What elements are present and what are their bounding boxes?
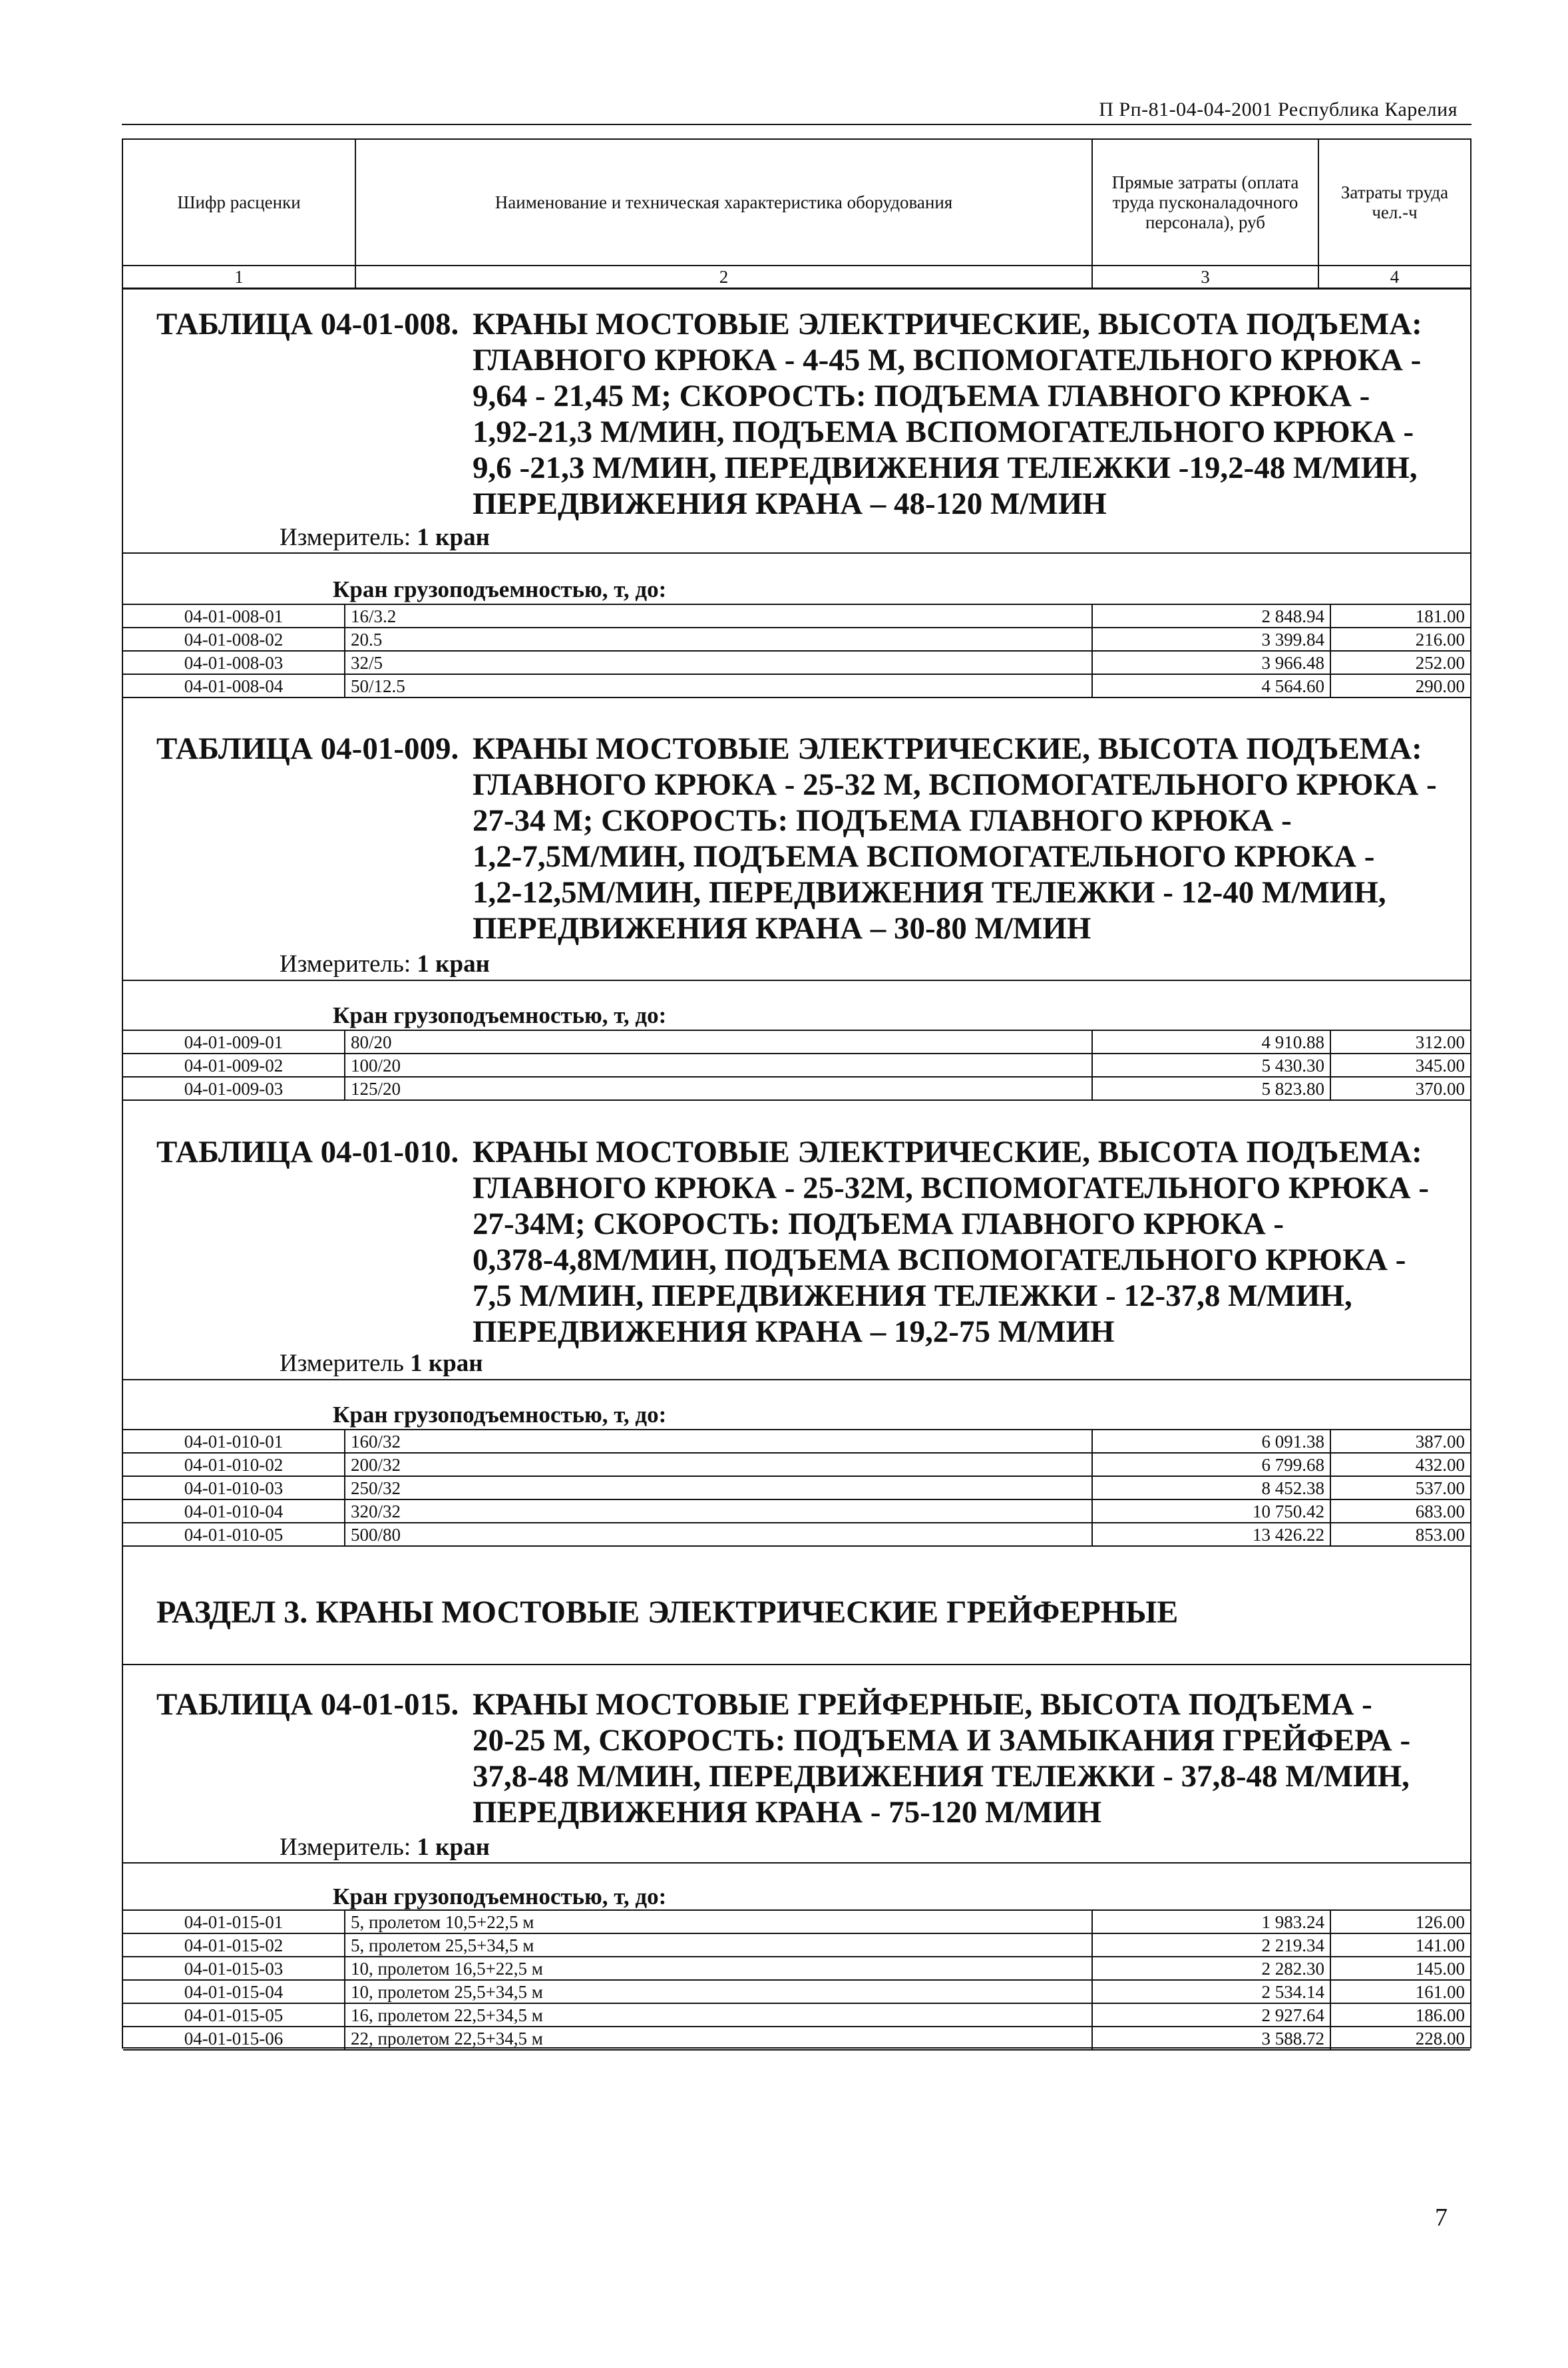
row-name: 500/80	[345, 1523, 1092, 1546]
row-labor: 387.00	[1330, 1430, 1470, 1453]
row-cost: 6 091.38	[1092, 1430, 1330, 1453]
title-line: ГЛАВНОГО КРЮКА - 25-32М, ВСПОМОГАТЕЛЬНОГО КРЮКА -	[473, 1171, 1430, 1205]
row-name: 125/20	[345, 1077, 1092, 1100]
row-code: 04-01-010-04	[123, 1499, 345, 1523]
measure-unit	[280, 950, 490, 978]
measure-unit	[280, 1834, 490, 1862]
title-line: ПЕРЕДВИЖЕНИЯ КРАНА – 30-80 М/МИН	[473, 911, 1091, 946]
rows-table-010	[123, 1429, 1470, 1547]
row-name: 200/32	[345, 1453, 1092, 1476]
row-name: 160/32	[345, 1430, 1092, 1453]
title-line: 1,92-21,3 М/МИН, ПОДЪЕМА ВСПОМОГАТЕЛЬНОГО КРЮКА -	[473, 415, 1414, 449]
table-row	[123, 1957, 1470, 1980]
title-line: 9,64 - 21,45 М; СКОРОСТЬ: ПОДЪЕМА ГЛАВНОГО КРЮКА -	[473, 379, 1370, 413]
row-name: 22, пролетом 22,5+34,5 м	[345, 2027, 1092, 2050]
row-code: 04-01-015-04	[123, 1980, 345, 2003]
title-line: ПЕРЕДВИЖЕНИЯ КРАНА – 19,2-75 М/МИН	[473, 1314, 1115, 1349]
col-number: 3	[1092, 266, 1318, 289]
table-row	[123, 1499, 1470, 1523]
row-name: 100/20	[345, 1054, 1092, 1077]
row-labor: 432.00	[1330, 1453, 1470, 1476]
measure-unit	[280, 524, 490, 552]
row-code: 04-01-015-01	[123, 1910, 345, 1933]
table-row	[123, 1476, 1470, 1499]
table-row	[123, 651, 1470, 674]
title-line: 27-34 М; СКОРОСТЬ: ПОДЪЕМА ГЛАВНОГО КРЮКА -	[473, 803, 1292, 838]
measure-unit	[280, 1350, 483, 1378]
row-code: 04-01-008-02	[123, 628, 345, 651]
column-header-table	[123, 140, 1470, 290]
row-labor: 141.00	[1330, 1933, 1470, 1957]
title-line: КРАНЫ МОСТОВЫЕ ЭЛЕКТРИЧЕСКИЕ, ВЫСОТА ПОДЪЕМА:	[473, 731, 1422, 766]
col-header-direct-costs: Прямые затраты (оплата труда пусконаладочного персонала), руб	[1092, 140, 1318, 266]
row-code: 04-01-010-05	[123, 1523, 345, 1546]
row-labor: 370.00	[1330, 1077, 1470, 1100]
row-code: 04-01-008-01	[123, 604, 345, 628]
row-code: 04-01-010-02	[123, 1453, 345, 1476]
col-number: 4	[1318, 266, 1470, 289]
capacity-caption: Кран грузоподъемностью, т, до:	[333, 1402, 667, 1428]
row-cost: 5 430.30	[1092, 1054, 1330, 1077]
table-row	[123, 1030, 1470, 1054]
row-labor: 126.00	[1330, 1910, 1470, 1933]
measure-value: 1 кран	[410, 1350, 483, 1377]
capacity-caption: Кран грузоподъемностью, т, до:	[333, 576, 667, 602]
row-code: 04-01-008-04	[123, 674, 345, 697]
row-code: 04-01-015-03	[123, 1957, 345, 1980]
row-code: 04-01-008-03	[123, 651, 345, 674]
row-cost: 2 534.14	[1092, 1980, 1330, 2003]
table-row	[123, 2027, 1470, 2050]
row-code: 04-01-010-01	[123, 1430, 345, 1453]
title-line: 1,2-12,5М/МИН, ПЕРЕДВИЖЕНИЯ ТЕЛЕЖКИ - 12-40 М/МИН,	[473, 875, 1386, 910]
table-label: ТАБЛИЦА 04-01-010.	[156, 1135, 459, 1169]
section-heading: РАЗДЕЛ 3. КРАНЫ МОСТОВЫЕ ЭЛЕКТРИЧЕСКИЕ ГРЕЙФЕРНЫЕ	[156, 1595, 1179, 1630]
price-table-frame	[122, 138, 1471, 2049]
table-title-008	[156, 306, 1541, 522]
row-labor: 145.00	[1330, 1957, 1470, 1980]
table-row	[123, 1523, 1470, 1546]
row-name: 250/32	[345, 1476, 1092, 1499]
row-cost: 3 966.48	[1092, 651, 1330, 674]
rows-table-009	[123, 1030, 1470, 1101]
document-header: П Рп-81-04-04-2001 Республика Карелия	[1099, 99, 1458, 120]
row-name: 16/3.2	[345, 604, 1092, 628]
row-name: 32/5	[345, 651, 1092, 674]
col-number: 2	[355, 266, 1092, 289]
table-title-009	[156, 731, 1541, 946]
row-name: 5, пролетом 25,5+34,5 м	[345, 1933, 1092, 1957]
row-code: 04-01-009-02	[123, 1054, 345, 1077]
row-cost: 5 823.80	[1092, 1077, 1330, 1100]
title-line: КРАНЫ МОСТОВЫЕ ГРЕЙФЕРНЫЕ, ВЫСОТА ПОДЪЕМА -	[473, 1687, 1372, 1722]
table-label: ТАБЛИЦА 04-01-009.	[156, 731, 459, 766]
table-row	[123, 1933, 1470, 1957]
row-cost: 2 219.34	[1092, 1933, 1330, 1957]
table-row	[123, 1910, 1470, 1933]
row-name: 80/20	[345, 1030, 1092, 1054]
table-row	[123, 1077, 1470, 1100]
row-cost: 2 282.30	[1092, 1957, 1330, 1980]
title-line: 0,378-4,8М/МИН, ПОДЪЕМА ВСПОМОГАТЕЛЬНОГО КРЮКА -	[473, 1243, 1406, 1277]
row-code: 04-01-009-01	[123, 1030, 345, 1054]
table-row	[123, 1054, 1470, 1077]
row-code: 04-01-009-03	[123, 1077, 345, 1100]
row-labor: 537.00	[1330, 1476, 1470, 1499]
table-title-010	[156, 1134, 1541, 1350]
row-labor: 683.00	[1330, 1499, 1470, 1523]
divider	[123, 1379, 1470, 1380]
row-labor: 290.00	[1330, 674, 1470, 697]
row-cost: 1 983.24	[1092, 1910, 1330, 1933]
row-cost: 2 927.64	[1092, 2003, 1330, 2027]
row-name: 320/32	[345, 1499, 1092, 1523]
row-cost: 6 799.68	[1092, 1453, 1330, 1476]
row-cost: 3 588.72	[1092, 2027, 1330, 2050]
capacity-caption: Кран грузоподъемностью, т, до:	[333, 1002, 667, 1028]
row-code: 04-01-010-03	[123, 1476, 345, 1499]
title-line: 37,8-48 М/МИН, ПЕРЕДВИЖЕНИЯ ТЕЛЕЖКИ - 37,8-48 М/МИН,	[473, 1759, 1410, 1794]
divider	[123, 1862, 1470, 1864]
table-title-015	[156, 1686, 1541, 1830]
col-header-name: Наименование и техническая характеристика оборудования	[355, 140, 1092, 266]
table-label: ТАБЛИЦА 04-01-015.	[156, 1687, 459, 1722]
divider	[123, 552, 1470, 554]
col-header-code: Шифр расценки	[123, 140, 355, 266]
row-labor: 161.00	[1330, 1980, 1470, 2003]
rows-table-008	[123, 604, 1470, 698]
measure-label: Измеритель	[280, 1350, 404, 1377]
rows-table-015	[123, 1909, 1470, 2051]
table-row	[123, 628, 1470, 651]
table-row	[123, 674, 1470, 697]
measure-value: 1 кран	[417, 1834, 490, 1861]
divider	[123, 1664, 1470, 1665]
table-row	[123, 1453, 1470, 1476]
row-labor: 312.00	[1330, 1030, 1470, 1054]
page-number: 7	[1435, 2204, 1448, 2232]
table-row	[123, 1430, 1470, 1453]
title-line: ПЕРЕДВИЖЕНИЯ КРАНА - 75-120 М/МИН	[473, 1795, 1102, 1830]
row-name: 10, пролетом 25,5+34,5 м	[345, 1980, 1092, 2003]
row-labor: 252.00	[1330, 651, 1470, 674]
title-line: ГЛАВНОГО КРЮКА - 25-32 М, ВСПОМОГАТЕЛЬНОГО КРЮКА -	[473, 767, 1437, 802]
title-line: ПЕРЕДВИЖЕНИЯ КРАНА – 48-120 М/МИН	[473, 487, 1107, 521]
title-line: КРАНЫ МОСТОВЫЕ ЭЛЕКТРИЧЕСКИЕ, ВЫСОТА ПОДЪЕМА:	[473, 1135, 1422, 1169]
title-line: 7,5 М/МИН, ПЕРЕДВИЖЕНИЯ ТЕЛЕЖКИ - 12-37,8 М/МИН,	[473, 1279, 1352, 1313]
measure-value: 1 кран	[417, 950, 490, 978]
row-labor: 216.00	[1330, 628, 1470, 651]
row-cost: 8 452.38	[1092, 1476, 1330, 1499]
row-cost: 3 399.84	[1092, 628, 1330, 651]
row-cost: 2 848.94	[1092, 604, 1330, 628]
measure-label: Измеритель:	[280, 524, 411, 551]
header-rule	[122, 124, 1471, 125]
row-name: 50/12.5	[345, 674, 1092, 697]
row-cost: 10 750.42	[1092, 1499, 1330, 1523]
row-labor: 186.00	[1330, 2003, 1470, 2027]
row-labor: 228.00	[1330, 2027, 1470, 2050]
table-row	[123, 604, 1470, 628]
title-line: 20-25 М, СКОРОСТЬ: ПОДЪЕМА И ЗАМЫКАНИЯ ГРЕЙФЕРА -	[473, 1723, 1411, 1758]
col-header-labor: Затраты труда чел.-ч	[1318, 140, 1470, 266]
title-line: КРАНЫ МОСТОВЫЕ ЭЛЕКТРИЧЕСКИЕ, ВЫСОТА ПОДЪЕМА:	[473, 307, 1422, 341]
divider	[123, 980, 1470, 981]
row-cost: 4 564.60	[1092, 674, 1330, 697]
title-line: 27-34М; СКОРОСТЬ: ПОДЪЕМА ГЛАВНОГО КРЮКА -	[473, 1207, 1284, 1241]
col-number: 1	[123, 266, 355, 289]
row-labor: 181.00	[1330, 604, 1470, 628]
measure-label: Измеритель:	[280, 950, 411, 978]
table-label: ТАБЛИЦА 04-01-008.	[156, 307, 459, 341]
row-name: 20.5	[345, 628, 1092, 651]
row-code: 04-01-015-06	[123, 2027, 345, 2050]
measure-label: Измеритель:	[280, 1834, 411, 1861]
measure-value: 1 кран	[417, 524, 490, 551]
row-name: 10, пролетом 16,5+22,5 м	[345, 1957, 1092, 1980]
row-name: 5, пролетом 10,5+22,5 м	[345, 1910, 1092, 1933]
title-line: ГЛАВНОГО КРЮКА - 4-45 М, ВСПОМОГАТЕЛЬНОГО КРЮКА -	[473, 343, 1422, 377]
row-name: 16, пролетом 22,5+34,5 м	[345, 2003, 1092, 2027]
row-code: 04-01-015-05	[123, 2003, 345, 2027]
row-labor: 345.00	[1330, 1054, 1470, 1077]
capacity-caption: Кран грузоподъемностью, т, до:	[333, 1883, 667, 1909]
row-code: 04-01-015-02	[123, 1933, 345, 1957]
title-line: 9,6 -21,3 М/МИН, ПЕРЕДВИЖЕНИЯ ТЕЛЕЖКИ -19,2-48 М/МИН,	[473, 451, 1418, 485]
title-line: 1,2-7,5М/МИН, ПОДЪЕМА ВСПОМОГАТЕЛЬНОГО КРЮКА -	[473, 839, 1375, 874]
row-cost: 4 910.88	[1092, 1030, 1330, 1054]
row-labor: 853.00	[1330, 1523, 1470, 1546]
table-row	[123, 1980, 1470, 2003]
table-row	[123, 2003, 1470, 2027]
row-cost: 13 426.22	[1092, 1523, 1330, 1546]
